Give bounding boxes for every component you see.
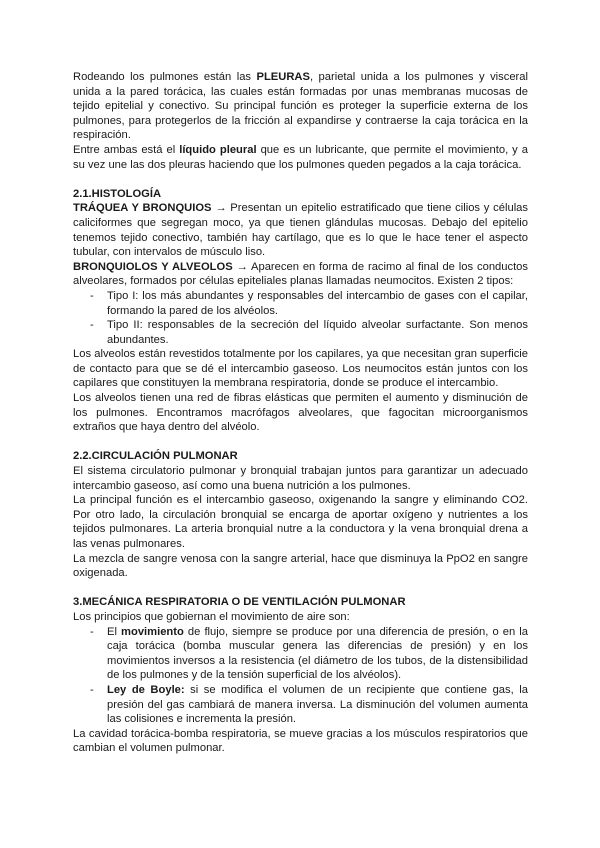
heading-histologia: 2.1.HISTOLOGÍA [73,187,162,200]
circulacion-p1: El sistema circulatorio pulmonar y bronquial trabajan juntos para garantizar un adecuado intercambio gaseoso, así como una buena nutrición a los pulmones. [73,465,528,492]
circulacion-p3: La mezcla de sangre venosa con la sangre arterial, hace que disminuya la PpO2 en sangre oxigenada. [73,552,528,580]
text: → Presentan un epitelio estratificado que tiene cilios y células caliciformes que segregan moco, ya que tienen glándulas mucosas. Debajo del epitelio tenemos tejido conectivo, también hay cartílago, que es lo que le hace tener el aspecto tubular, con intervalos de músculo liso. [73,202,528,259]
text: Entre ambas está el [73,143,180,156]
list-item: - Tipo II: responsables de la secreción del líquido alveolar surfactante. Son menos abundantes. [73,318,528,347]
term-pleuras: PLEURAS [256,71,310,83]
list-item [73,683,528,727]
text: Rodeando los pulmones están las [73,71,257,83]
capilares-paragraph: Los alveolos están revestidos totalmente por los capilares, ya que necesitan gran superficie de contacto para que se dé el intercambio gaseoso. Los neumocitos están juntos con los capilares que constituyen la membrana respiratoria, donde se produce el intercambio. [73,348,528,390]
heading-mecanica: 3.MECÁNICA RESPIRATORIA O DE VENTILACIÓN PULMONAR [73,596,406,609]
text: si se modifica el volumen de un recipiente que contiene gas, la presión del gas cambiará de manera inversa. La disminución del volumen aumenta las colisiones e incrementa la presión. [107,683,528,726]
term-ley-boyle: Ley de Boyle: [107,683,185,696]
heading-circulacion: 2.2.CIRCULACIÓN PULMONAR [73,450,238,463]
list-item: - Tipo I: los más abundantes y responsables del intercambio de gases con el capilar, formando la pared de los alvéolos. [73,289,528,318]
text: → Aparecen en forma de racimo al final de los conductos alveolares, formados por células epiteliales planas llamadas neumocitos. Existen 2 tipos: [73,260,528,288]
bronquiolos-paragraph [73,260,528,289]
text: que es un lubricante, que permite el movimiento, y a su vez une las dos pleuras haciendo que los pulmones queden pegados a la caja torácica. [73,143,529,171]
principios-intro: Los principios que gobiernan el movimiento de aire son: [73,610,350,623]
traquea-paragraph [73,201,528,259]
tipos-list [73,289,528,347]
fibras-paragraph: Los alveolos tienen una red de fibras elásticas que permiten el aumento y disminución de los pulmones. Encontramos macrófagos alveolares, que fagocitan microorganismos extraños que haya dentro del alvéolo. [73,392,528,434]
pleuras-paragraph [73,70,528,143]
term-traquea: TRÁQUEA Y BRONQUIOS [73,202,212,215]
term-liquido-pleural: líquido pleural [179,143,257,156]
principios-list [73,625,528,727]
closing-paragraph: La cavidad torácica-bomba respiratoria, se mueve gracias a los músculos respiratorios que cambian el volumen pulmonar. [73,727,528,755]
liquido-pleural-paragraph [73,143,528,172]
text: de flujo, siempre se produce por una diferencia de presión, o en la caja torácica (bomba muscular genera las diferencias de presión) y en los movimientos inversos a la resistencia (el diámetro de los tubos, de la distensibilidad de los pulmones y de la tensión superficial de los alvéolos). [107,625,528,682]
text: , parietal unida a los pulmones y visceral unida a la pared torácica, las cuales están formadas por unas membranas mucosas de tejido epitelial y conectivo. Su principal función es proteger la superficie externa de los pulmones, para protegerlos de la fricción al expandirse y contraerse la caja torácica en la respiración. [73,71,528,142]
document-page [73,70,528,756]
list-item [73,625,528,683]
circulacion-p2: La principal función es el intercambio gaseoso, oxigenando la sangre y eliminando CO2. Por otro lado, la circulación bronquial se encarga de aportar oxígeno y nutrientes a los tejidos pulmonares. La arteria bronquial nutre a la conductora y la vena bronquial drena a las venas pulmonares. [73,494,528,550]
term-movimiento: movimiento [121,625,184,638]
text: El [107,625,122,638]
term-bronquiolos: BRONQUIOLOS Y ALVEOLOS [73,260,233,273]
